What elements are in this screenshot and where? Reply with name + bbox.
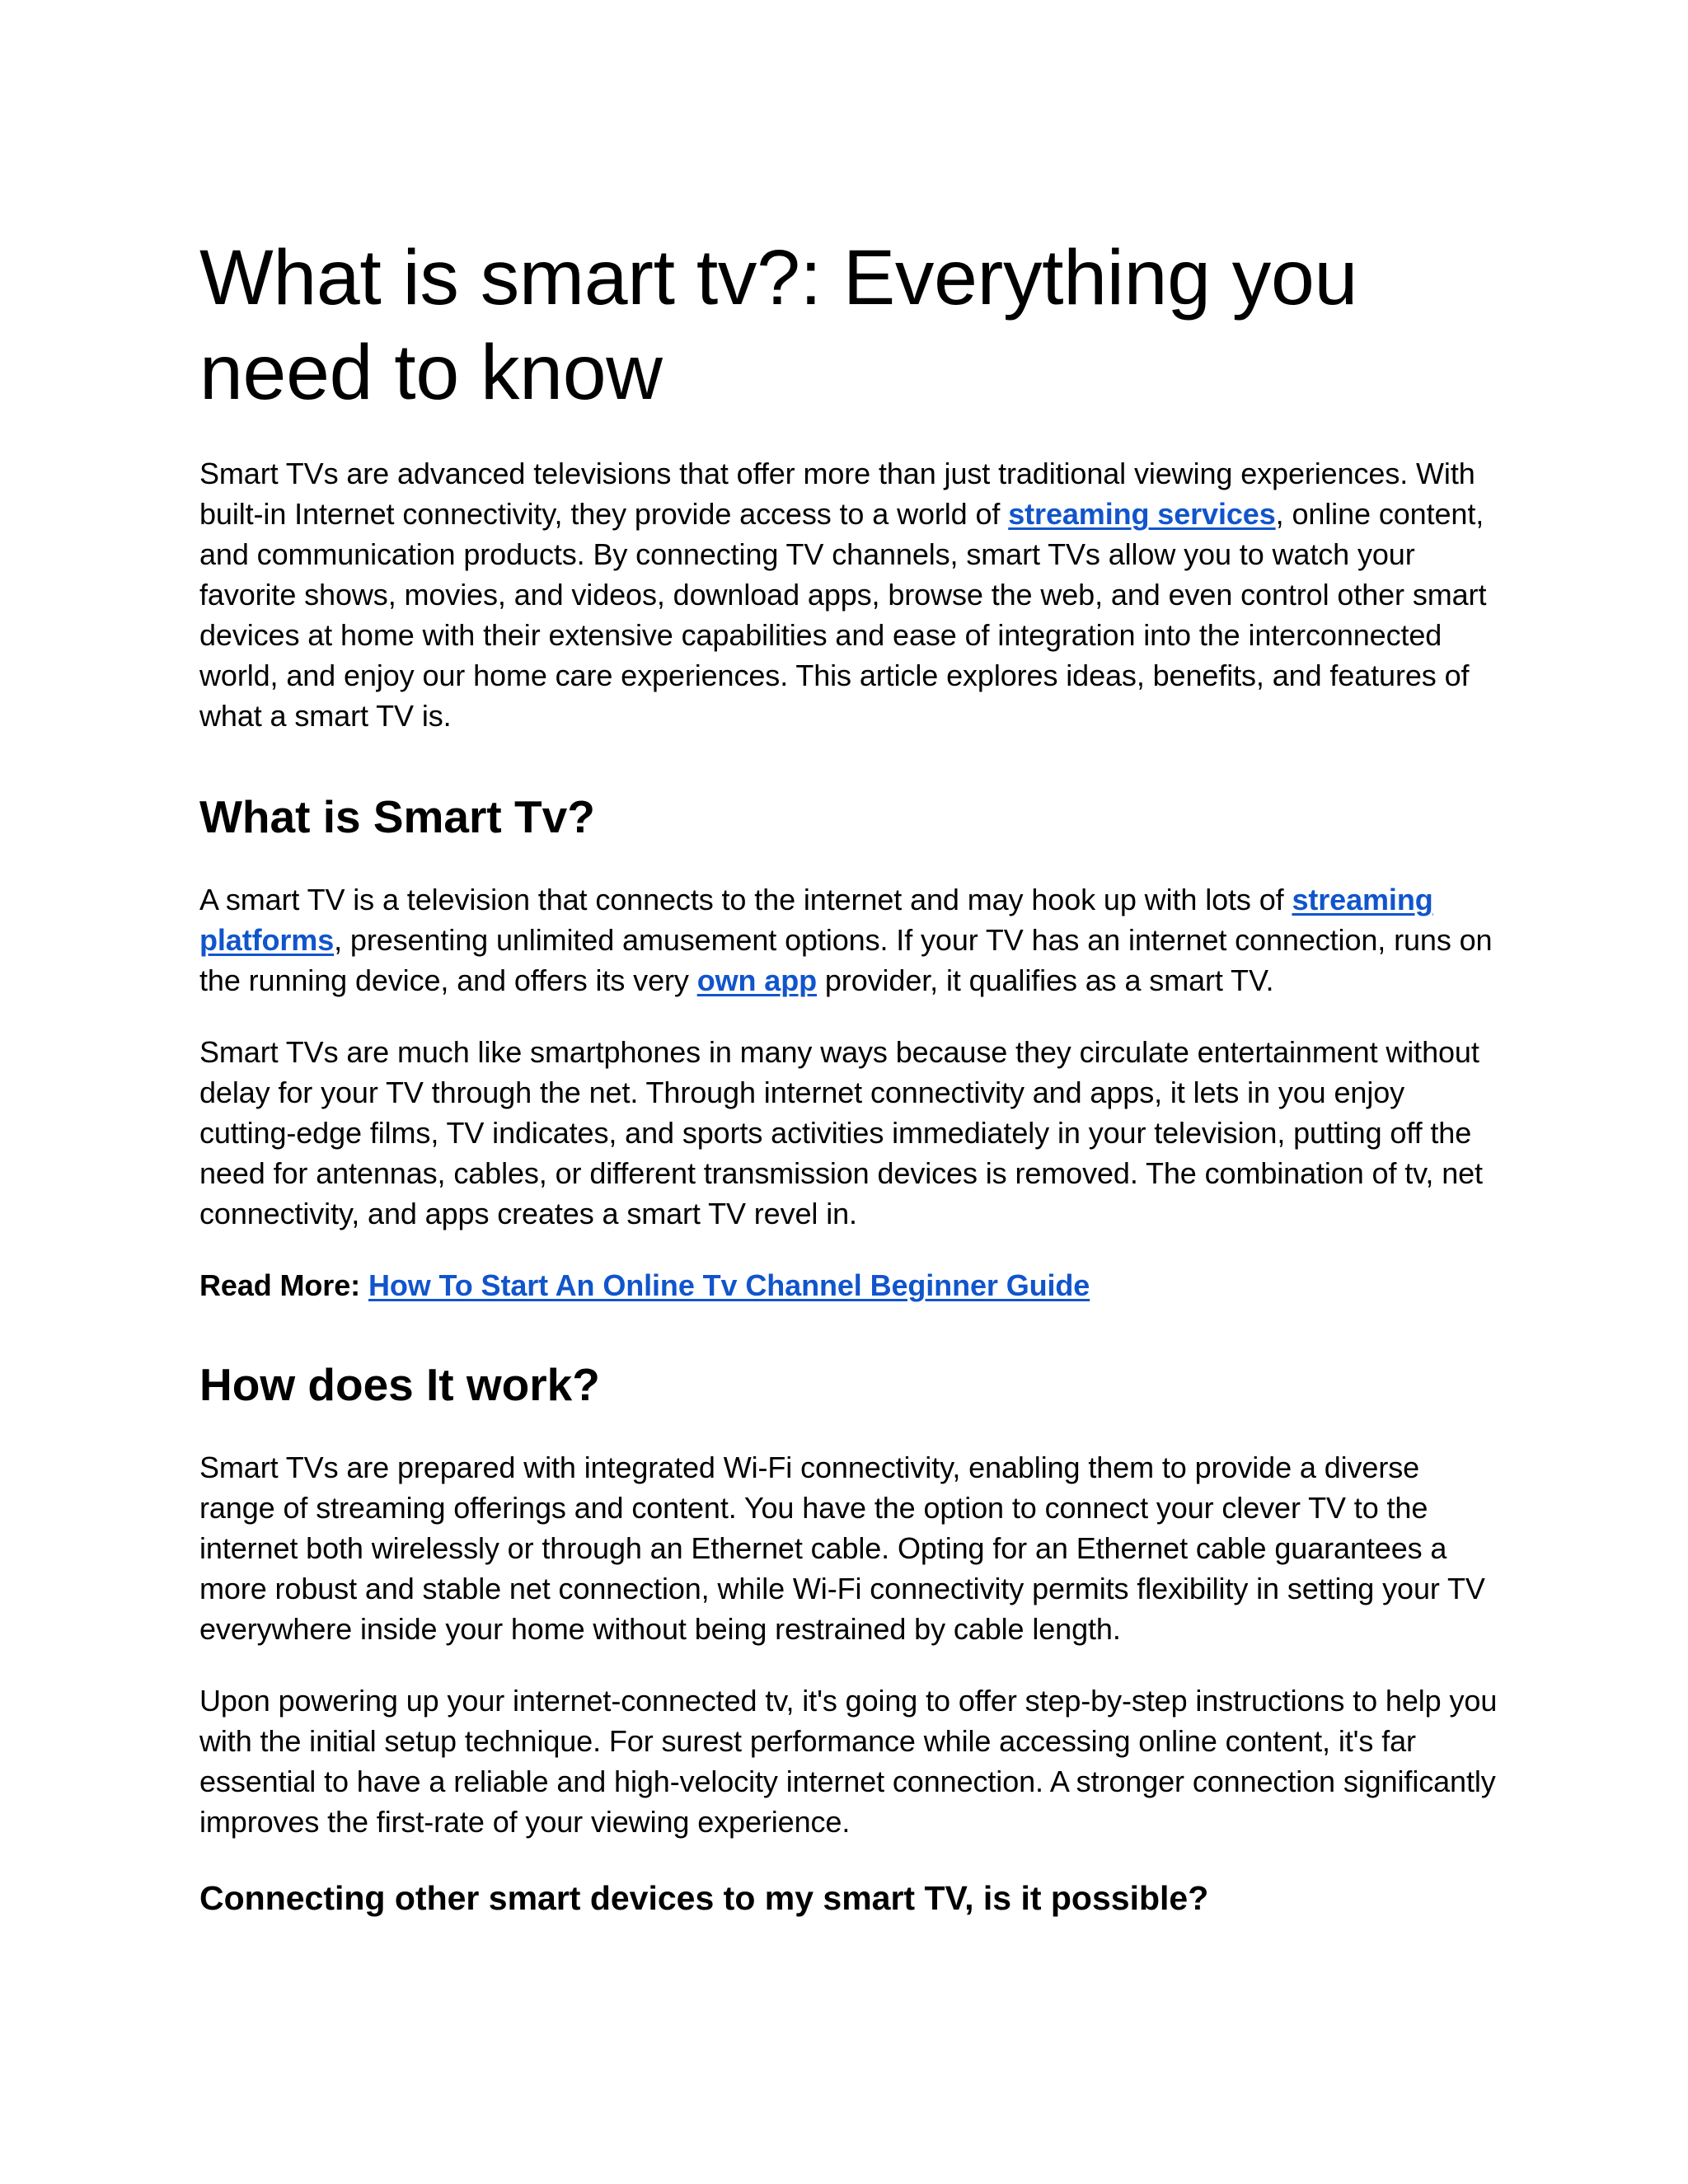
streaming-platforms-link[interactable]: streaming platforms — [199, 883, 1433, 957]
document-page — [199, 231, 1502, 1919]
what-p1-text-after: provider, it qualifies as a smart TV. — [816, 963, 1274, 997]
what-p1-text-middle: , presenting unlimited amusement options. If your TV has an internet connection, runs on the running device, and offers its very — [199, 923, 1493, 997]
page-title: What is smart tv?: Everything you need to know — [199, 234, 1358, 416]
intro-paragraph — [199, 453, 1502, 736]
read-more-link[interactable]: How To Start An Online Tv Channel Beginner Guide — [368, 1268, 1090, 1302]
how-paragraph-2: Upon powering up your internet-connected tv, it's going to offer step-by-step instructions to help you with the initial setup technique. For surest performance while accessing online content, it's far essential to have a reliable and high-velocity internet connection. A stronger connection significantly improves the first-rate of your viewing experience. — [199, 1684, 1498, 1839]
read-more-line — [199, 1265, 1502, 1305]
what-p1-text-before: A smart TV is a television that connects to the internet and may hook up with lots of — [199, 883, 1292, 916]
section-heading-how-does-it-work: How does It work? — [199, 1359, 600, 1410]
how-paragraph-1: Smart TVs are prepared with integrated Wi-Fi connectivity, enabling them to provide a diverse range of streaming offerings and content. You have the option to connect your clever TV to the internet both wirelessly or through an Ethernet cable. Opting for an Ethernet cable guarantees a more robust and stable net connection, while Wi-Fi connectivity permits flexibility in setting your TV everywhere inside your home without being restrained by cable length. — [199, 1451, 1485, 1646]
own-app-link[interactable]: own app — [696, 963, 817, 997]
streaming-services-link[interactable]: streaming services — [1008, 497, 1276, 531]
intro-text-after: , online content, and communication products. By connecting TV channels, smart TVs allow you to watch your favorite shows, movies, and videos, download apps, browse the web, and even control other smart devices at home with their extensive capabilities and ease of integration into the interconnected world, and enjoy our home care experiences. This article explores ideas, benefits, and features of what a smart TV is. — [199, 497, 1487, 733]
read-more-label: Read More: — [199, 1268, 361, 1302]
subheading-connecting-devices: Connecting other smart devices to my smart TV, is it possible? — [199, 1879, 1209, 1917]
section-heading-what-is-smart-tv: What is Smart Tv? — [199, 791, 595, 842]
what-paragraph-2: Smart TVs are much like smartphones in many ways because they circulate entertainment without delay for your TV through the net. Through internet connectivity and apps, it lets in you enjoy cutting-edge films, TV indicates, and sports activities immediately in your television, putting off the need for antennas, cables, or different transmission devices is removed. The combination of tv, net connectivity, and apps creates a smart TV revel in. — [199, 1035, 1483, 1230]
intro-text-before: Smart TVs are advanced televisions that offer more than just traditional viewing experiences. With built-in Internet connectivity, they provide access to a world of — [199, 457, 1475, 531]
what-paragraph-1 — [199, 879, 1502, 1001]
